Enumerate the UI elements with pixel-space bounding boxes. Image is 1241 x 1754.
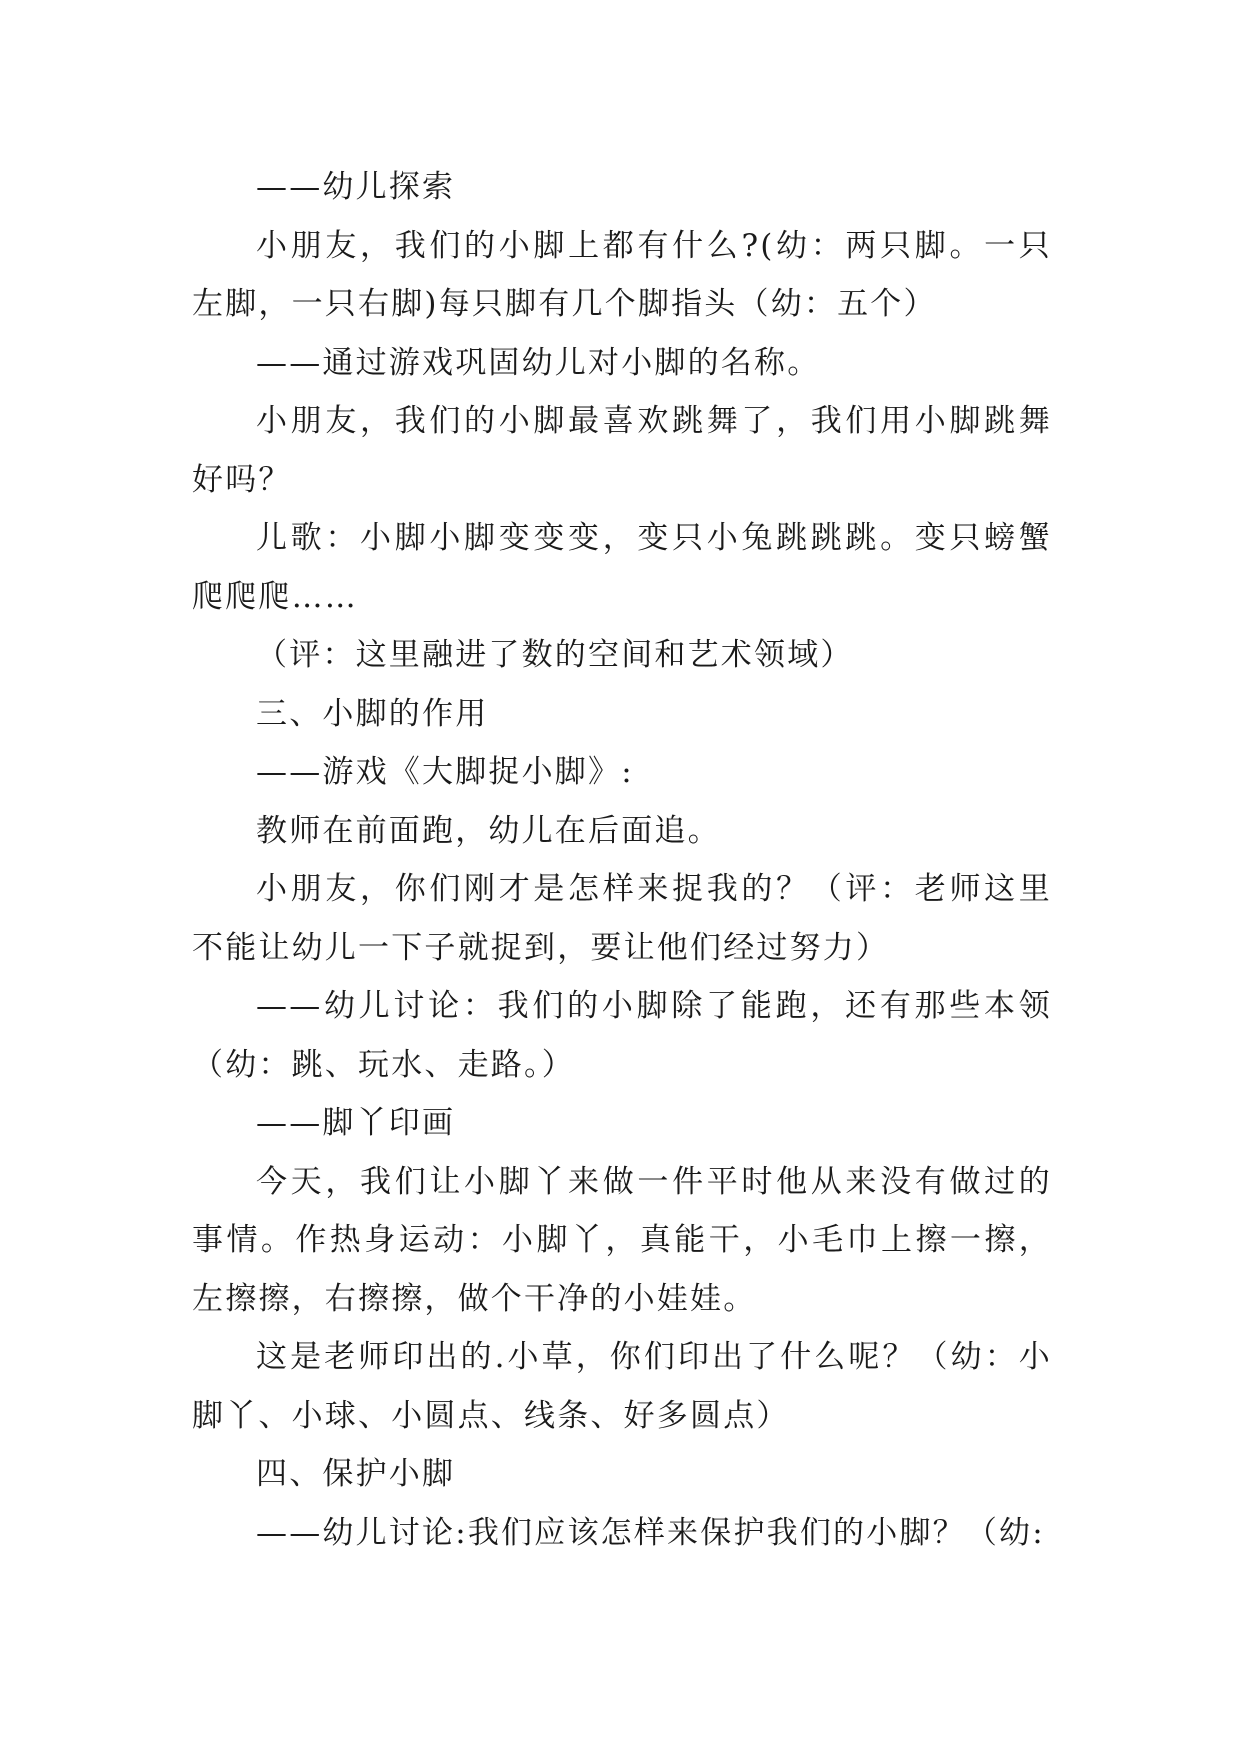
paragraph-catch-question: 小朋友，你们刚才是怎样来捉我的？（评：老师这里不能让幼儿一下子就捉到，要让他们经过努力） — [192, 871, 1052, 966]
heading-footprint-painting: ——脚丫印画 — [256, 1105, 456, 1141]
section-heading-protect-feet: 四、保护小脚 — [256, 1456, 456, 1492]
paragraph-discussion-protect: ——幼儿讨论:我们应该怎样来保护我们的小脚？（幼: — [256, 1514, 1045, 1551]
paragraph-dance-question: 小朋友，我们的小脚最喜欢跳舞了，我们用小脚跳舞好吗？ — [192, 403, 1052, 498]
paragraph-warmup: 今天，我们让小脚丫来做一件平时他从来没有做过的事情。作热身运动：小脚丫，真能干，小毛巾上擦一擦，左擦擦，右擦擦，做个干净的小娃娃。 — [192, 1163, 1052, 1317]
document-body — [192, 158, 1052, 1562]
heading-child-explore: ——幼儿探索 — [256, 169, 456, 205]
paragraph-feet-question: 小朋友，我们的小脚上都有什么?(幼：两只脚。一只左脚，一只右脚)每只脚有几个脚指头（幼：五个） — [192, 227, 1052, 322]
paragraph-teacher-run: 教师在前面跑，幼儿在后面追。 — [256, 812, 721, 849]
section-heading-feet-function: 三、小脚的作用 — [256, 695, 489, 732]
paragraph-prints-question: 这是老师印出的.小草，你们印出了什么呢？（幼：小脚丫、小球、小圆点、线条、好多圆点） — [192, 1339, 1052, 1434]
paragraph-discussion-abilities: ——幼儿讨论：我们的小脚除了能跑，还有那些本领（幼：跳、玩水、走路。） — [192, 988, 1052, 1083]
paragraph-game-title: ——游戏《大脚捉小脚》: — [256, 754, 634, 790]
paragraph-nursery-rhyme: 儿歌：小脚小脚变变变，变只小兔跳跳跳。变只螃蟹爬爬爬…… — [192, 520, 1052, 615]
paragraph-game-consolidate: ——通过游戏巩固幼儿对小脚的名称。 — [256, 344, 821, 381]
paragraph-comment-space-art: （评：这里融进了数的空间和艺术领域） — [256, 637, 854, 673]
